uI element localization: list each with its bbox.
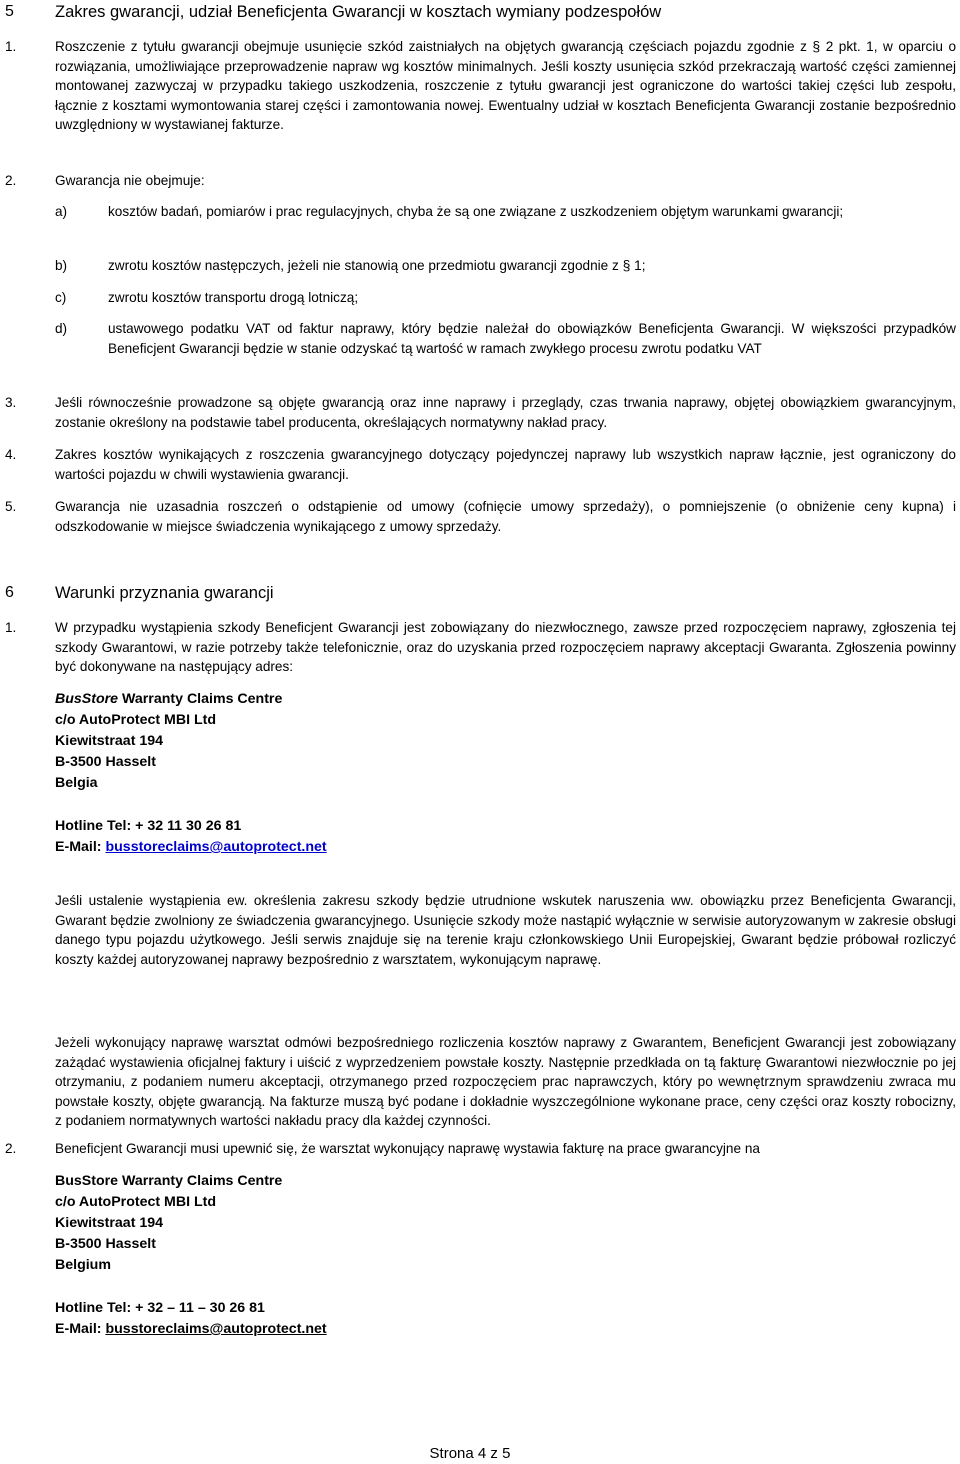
s6-p1-number: 1.: [5, 620, 17, 635]
page-number: Strona 4 z 5: [429, 1445, 511, 1462]
s6-p1-para-b: Jeżeli wykonujący naprawę warsztat odmówi bezpośredniego rozliczenia kosztów naprawy z Gwarantem, Beneficjent Gwarancji jest zobowiązany zażądać wystawienia oficjalnej faktury i uiścić z wyprzedzeniem powstałe koszty. Następnie przedkłada on tą fakturę Gwarantowi niezwłocznie po jej otrzymaniu, z podaniem numeru akceptacji, otrzymanego przed rozpoczęciem prac naprawczych, który po wewnętrznym sprawdzeniu zwraca mu powstałe koszty, objęte gwarancją. Na fakturze muszą być podane i dokładnie wyszczególnione wykonane prace, ceny części oraz koszty robocizny, z podaniem normatywnych wartości nakładu pracy dla każdej czynności.: [55, 1035, 956, 1129]
s5-p2-item-c-label: c): [55, 290, 67, 305]
s5-p2-item-d-text: ustawowego podatku VAT od faktur naprawy, który będzie należał do obowiązków Beneficjenta Gwarancji. W większości przypadków Beneficjent Gwarancji będzie w stanie odzyskać tą wartość w ramach zwykłego procesu zwrotu podatku VAT: [108, 321, 956, 356]
s5-p2-item-a-text: kosztów badań, pomiarów i prac regulacyjnych, chyba że są one związane z uszkodzeniem objętym warunkami gwarancji;: [108, 204, 844, 219]
claims-address-line5: Belgia: [55, 775, 98, 791]
s6-p2-text: Beneficjent Gwarancji musi upewnić się, że warsztat wykonujący naprawę wystawia fakturę na prace gwarancyjne na: [55, 1141, 760, 1156]
section-6-title: Warunki przyznania gwarancji: [55, 584, 274, 602]
invoice-address-line2: c/o AutoProtect MBI Ltd: [55, 1194, 217, 1210]
invoice-hotline: Hotline Tel: + 32 – 11 – 30 26 81: [55, 1300, 265, 1316]
invoice-address-line3: Kiewitstraat 194: [55, 1215, 164, 1231]
s5-p3-text: Jeśli równocześnie prowadzone są objęte gwarancją oraz inne naprawy i przeglądy, czas trwania naprawy, objętej obowiązkiem gwarancyjnym, zostanie określony na podstawie tabel producenta, określających normatywny nakład pracy.: [55, 395, 956, 430]
paragraph-sign: §: [622, 257, 631, 273]
s5-p3-number: 3.: [5, 395, 17, 410]
s5-p2-item-d-label: d): [55, 321, 68, 336]
brand-name: BusStore: [55, 691, 119, 707]
claims-email-link[interactable]: busstoreclaims@autoprotect.net: [105, 839, 327, 855]
s5-p2-item-a-label: a): [55, 204, 68, 219]
claims-address-line1: BusStore Warranty Claims Centre: [55, 691, 283, 707]
paragraph-sign: §: [812, 38, 821, 54]
s5-p2-item-c-text: zwrotu kosztów transportu drogą lotniczą;: [108, 290, 359, 305]
invoice-address-line5: Belgium: [55, 1257, 111, 1273]
section-6-number: 6: [5, 584, 14, 601]
section-5-number: 5: [5, 3, 14, 20]
claims-address-block: [55, 689, 655, 794]
s5-p5-text: Gwarancja nie uzasadnia roszczeń o odstąpienie od umowy (cofnięcie umowy sprzedaży), o pomniejszenie (o obniżenie ceny kupna) i odszkodowanie w miejsce świadczenia wynikającego z umowy sprzedaży.: [55, 499, 956, 534]
s5-p1-text: Roszczenie z tytułu gwarancji obejmuje usunięcie szkód zaistniałych na objętych gwarancją częściach pojazdu zgodnie z § 2 pkt. 1, w oparciu o rozwiązania, umożliwiające przeprowadzenie napraw wg kosztów minimalnych. Jeśli koszty usunięcia szkód przekraczają wartość części zamiennej montowanej zazwyczaj w przypadku takiego uszkodzenia, roszczenie z tytułu gwarancji jest ograniczone do wartości takiej części lub zespołu, łącznie z kosztami wymontowania starej części i zamontowania nowej. Ewentualny udział w kosztach Beneficjenta Gwarancji zostanie bezpośrednio uwzględniony w wystawianej fakturze.: [55, 38, 957, 133]
section-5-title: Zakres gwarancji, udział Beneficjenta Gwarancji w kosztach wymiany podzespołów: [55, 3, 662, 21]
claims-email-row: E-Mail: busstoreclaims@autoprotect.net: [55, 839, 327, 855]
invoice-contact-block: [55, 1298, 655, 1340]
claims-address-line3: Kiewitstraat 194: [55, 733, 164, 749]
s5-p4-text: Zakres kosztów wynikających z roszczenia gwarancyjnego dotyczący pojedynczej naprawy lub wszystkich napraw łącznie, jest ograniczony do wartości pojazdu w chwili wystawienia gwarancji.: [55, 447, 956, 482]
claims-hotline: Hotline Tel: + 32 11 30 26 81: [55, 818, 242, 834]
invoice-address-block: [55, 1171, 655, 1276]
s5-p5-number: 5.: [5, 499, 17, 514]
s5-p4-number: 4.: [5, 447, 17, 462]
s5-p2-text: Gwarancja nie obejmuje:: [55, 173, 205, 188]
s6-p2-number: 2.: [5, 1141, 17, 1156]
s5-p2-number: 2.: [5, 173, 17, 188]
claims-address-line4: B-3500 Hasselt: [55, 754, 156, 770]
s5-p1-number: 1.: [5, 39, 17, 54]
s6-p1-para-a: Jeśli ustalenie wystąpienia ew. określenia zakresu szkody będzie utrudnione wskutek naruszenia ww. obowiązku przez Beneficjenta Gwarancji, Gwarant będzie zwolniony ze świadczenia gwarancyjnego. Usunięcie szkody może nastąpić wyłącznie w serwisie autoryzowanym w zakresie obsługi danego typu pojazdu użytkowego. Jeśli serwis znajduje się na terenie kraju członkowskiego Unii Europejskiej, Gwarant będzie próbował rozliczyć koszty każdej autoryzowanej naprawy bezpośrednio z warsztatem, wykonującym naprawę.: [55, 893, 956, 967]
claims-contact-block: [55, 816, 655, 858]
invoice-address-line4: B-3500 Hasselt: [55, 1236, 156, 1252]
invoice-email-row: E-Mail: busstoreclaims@autoprotect.net: [55, 1321, 327, 1337]
invoice-address-line1: BusStore Warranty Claims Centre: [55, 1173, 283, 1189]
s5-p2-item-b-text: zwrotu kosztów następczych, jeżeli nie stanowią one przedmiotu gwarancji zgodnie z § 1;: [108, 257, 646, 273]
s5-p2-item-b-label: b): [55, 258, 68, 273]
claims-address-line2: c/o AutoProtect MBI Ltd: [55, 712, 217, 728]
invoice-email-link[interactable]: busstoreclaims@autoprotect.net: [105, 1321, 327, 1337]
s6-p1-text: W przypadku wystąpienia szkody Beneficjent Gwarancji jest zobowiązany do niezwłocznego, zawsze przed rozpoczęciem naprawy, zgłoszenia tej szkody Gwarantowi, w razie potrzeby także telefonicznie, oraz do uzyskania przed rozpoczęciem naprawy akceptacji Gwaranta. Zgłoszenia powinny być dokonywane na następujący adres:: [55, 620, 956, 675]
